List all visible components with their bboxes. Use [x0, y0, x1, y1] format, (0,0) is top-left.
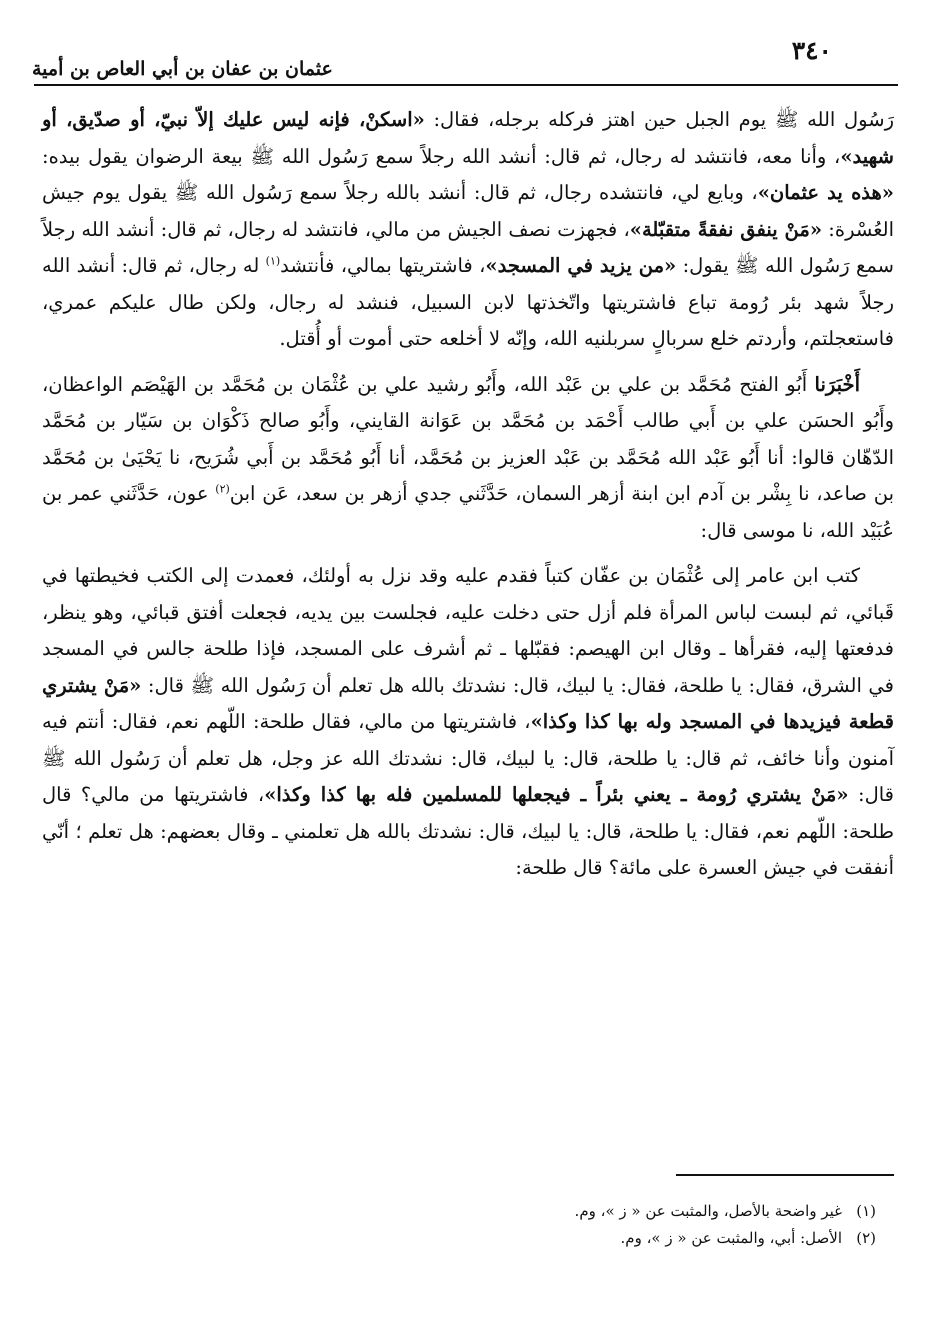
footnotes — [140, 1198, 876, 1252]
text-run: عون، حَدَّثَني عمر بن عُبَيْد الله، نا موسى قال: — [42, 482, 894, 542]
hadith-quote: «من يزيد في المسجد» — [485, 254, 677, 277]
paragraph-3 — [42, 558, 894, 887]
text-run: له رجال، ثم قال: أنشد الله رجلاً شهد بئر رُومة تباع فاشتريتها واتّخذتها لابن السبيل، فنشد له رجال، ولكن طال عليكم عمري، فاستعجلتم، وأردتم خلع سربالٍ سربلنيه الله، وإنّه لا أخلعه حتى أموت أو أُقتل. — [42, 254, 894, 350]
footnote-1 — [140, 1198, 876, 1225]
hadith-quote: «اسكنْ، فإنه ليس عليك إلاّ نبيّ، أو صدّيق، أو شهيد» — [42, 108, 894, 168]
text-run: ، وبايع لي، فانتشده رجال، ثم قال: أنشد بالله رجلاً سمع رَسُول الله ﷺ يقول يوم جيش العُسْرة: — [42, 181, 894, 241]
page-number: ٣٤٠ — [791, 36, 832, 65]
main-text — [42, 102, 894, 887]
hadith-quote: «مَنْ ينفق نفقةً متقبّلة» — [629, 217, 823, 241]
hadith-quote: «هذه يد عثمان» — [757, 181, 894, 204]
text-run: كتب ابن عامر إلى عُثْمَان بن عفّان كتباً فقدم عليه وقد نزل به أولئك، فعمدت إلى الكتب فخيطتها في قَبائي، ثم لبست لباس المرأة فلم أزل حتى دخلت عليه، فجلست بين يديه، فجعلت أفتق قبائي، وهو ينظر، فدفعتها إليه، فقرأها ـ وقال ابن الهيصم: فقبّلها ـ ثم أشرف على المسجد، فإذا طلحة جالس في المسجد في الشرق، فقال: يا طلحة، فقال: يا لبيك، قال: نشدتك بالله هل تعلم أن رَسُول الله ﷺ قال: — [42, 564, 895, 697]
page-header — [30, 36, 902, 80]
paragraph-1 — [42, 102, 894, 358]
text-run: ، فاشتريتها من مالي؟ قال طلحة: اللّهم نعم، فقال: يا طلحة، قال: يا لبيك، قال: نشدتك بالله هل تعلمني ـ وقال بعضهم: هل تعلم ؛ أنّي أنفقت في جيش العسرة على مائة؟ قال طلحة: — [42, 783, 894, 879]
running-head: عثمان بن عفان بن أبي العاص بن أمية — [32, 58, 333, 80]
footnote-number: (٢) — [856, 1229, 876, 1247]
header-rule — [34, 84, 898, 86]
footnote-reference: (٢) — [215, 482, 230, 496]
text-run: ، فجهزت نصف الجيش من مالي، فانتشد له رجال، ثم قال: أنشد الله رجلاً سمع رَسُول الله ﷺ يقول: — [42, 217, 894, 277]
footnote-text: الأصل: أبي، والمثبت عن « ز »، وم. — [620, 1229, 842, 1247]
footnote-2 — [140, 1225, 876, 1252]
text-run: أَبُو الفتح مُحَمَّد بن علي بن عَبْد الله، وأَبُو رشيد علي بن عُثْمَان بن مُحَمَّد بن الهَيْصَم الواعظان، وأَبُو الحسَن علي بن أَبي طالب أَحْمَد بن مُحَمَّد بن عَوَانة القايني، وأَبُو صالح ذَكْوَان بن سَيّار بن مُحَمَّد الدّهّان قالوا: أنا أَبُو عَبْد الله مُحَمَّد بن عَبْد العزيز بن مُحَمَّد، أنا أَبُو مُحَمَّد بن أَبي شُرَيح، نا يَحْيَىٰ بن مُحَمَّد بن صاعد، نا بِشْر بن آدم ابن ابنة أزهر السمان، حَدَّثَني جدي أزهر بن سعد، عَن ابن — [42, 372, 894, 505]
footnote-rule — [676, 1174, 894, 1176]
footnote-number: (١) — [856, 1202, 876, 1220]
hadith-quote: «مَنْ يشتري رُومة ـ يعني بئراً ـ فيجعلها للمسلمين فله بها كذا وكذا» — [264, 783, 849, 806]
text-run: ، فاشتريتها من مالي، فقال طلحة: اللّهم نعم، فقال: أنتم فيه آمنون وأنا خائف، ثم قال: يا طلحة، قال: يا لبيك، قال: نشدتك الله عز وجل، هل تعلم أن رَسُول الله ﷺ قال: — [42, 710, 895, 806]
text-run: ، وأنا معه، فانتشد له رجال، ثم قال: أنشد الله رجلاً سمع رَسُول الله ﷺ بيعة الرضوان يقول بيده: — [42, 144, 841, 168]
isnad-lead-word: أَخْبَرَنا — [814, 372, 860, 396]
text-run: رَسُول الله ﷺ يوم الجبل حين اهتز فركله برجله، فقال: — [424, 108, 894, 131]
footnote-reference: (١) — [265, 254, 281, 268]
footnote-text: غير واضحة بالأصل، والمثبت عن « ز »، وم. — [574, 1202, 842, 1220]
paragraph-2-isnad — [42, 367, 894, 550]
hadith-quote: «مَنْ يشتري قطعة فيزيدها في المسجد وله بها كذا وكذا» — [42, 673, 894, 733]
text-run: ، فاشتريتها بمالي، فأنتشد — [280, 254, 486, 277]
